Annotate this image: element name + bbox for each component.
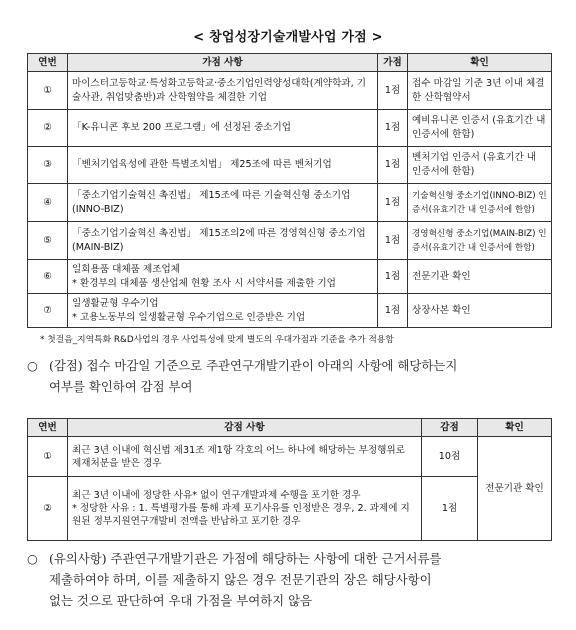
row-item: 「K-유니콘 후보 200 프로그램」에 선정된 중소기업: [68, 110, 378, 147]
row-score: 1점: [378, 184, 408, 222]
header-no: 연번: [28, 54, 68, 72]
row-item: 최근 3년 이내에 혁신법 제31조 제1항 각호의 어느 하나에 해당하는 부정행위로 제재처분을 받은 경우: [68, 437, 422, 477]
row-item: 「벤처기업육성에 관한 특별조치법」 제25조에 따른 벤처기업: [68, 147, 378, 184]
table-row: [28, 110, 552, 147]
notice-line-2: 제출하여야 하며, 이를 제출하지 않은 경우 전문기관의 장은 해당사항이: [49, 572, 432, 587]
row-no: ①: [28, 72, 68, 110]
table-row: [28, 147, 552, 184]
row-no: ⑦: [28, 294, 68, 328]
table-row: [28, 72, 552, 110]
row-no: ⑥: [28, 260, 68, 294]
row-no: ④: [28, 184, 68, 222]
deduction-table: [27, 418, 552, 541]
row-check: 접수 마감일 기준 3년 이내 체결한 산학협약서: [408, 72, 552, 110]
header-item: 가점 사항: [68, 54, 378, 72]
bullet-circle: ○: [27, 551, 38, 566]
bonus-points-table: [27, 53, 552, 328]
row-item: 「중소기업기술혁신 촉진법」 제15조에 따른 기술혁신형 중소기업(INNO-BIZ): [68, 184, 378, 222]
row-no: ⑤: [28, 222, 68, 260]
row-no: ①: [28, 437, 68, 477]
row-item: 일생활균형 우수기업 * 고용노동부의 일생활균형 우수기업으로 인증받은 기업: [68, 294, 378, 328]
header-check: 확인: [478, 419, 552, 437]
row-check: 상장사본 확인: [408, 294, 552, 328]
row-score: 1점: [378, 110, 408, 147]
row-score: 1점: [378, 260, 408, 294]
deduction-line-1: (감점) 접수 마감일 기준으로 주관연구개발기관이 아래의 사항에 해당하는지: [49, 358, 458, 373]
table-row: [28, 184, 552, 222]
row-item: 마이스터고등학교·특성화고등학교·중소기업인력양성대학(계약학과, 기술사관, 취업맞춤반)과 산학협약을 체결한 기업: [68, 72, 378, 110]
row-score: 1점: [422, 477, 478, 541]
row-score: 1점: [378, 147, 408, 184]
row-score: 1점: [378, 294, 408, 328]
row-check: 전문기관 확인: [478, 437, 552, 541]
row-item: 최근 3년 이내에 정당한 사유* 없이 연구개발과제 수행을 포기한 경우 * 정당한 사유 : 1. 특별평가를 통해 과제 포기사유를 인정받은 경우, 2. 과제에 지원된 정부지원연구개발비 전액을 반납하고 포기한 경우: [68, 477, 422, 541]
row-check: 벤처기업 인증서 (유효기간 내 인증서에 한함): [408, 147, 552, 184]
page-title: < 창업성장기술개발사업 가점 >: [193, 30, 383, 45]
table-row: [28, 294, 552, 328]
header-score: 감점: [422, 419, 478, 437]
deduction-paragraph: [27, 355, 567, 397]
row-check: 경영혁신형 중소기업(MAIN-BIZ) 인증서(유효기간 내 인증서에 한함): [408, 222, 552, 260]
notice-line-1: (유의사항) 주관연구개발기관은 가점에 해당하는 사항에 대한 근거서류를: [49, 551, 442, 566]
row-check: 전문기관 확인: [408, 260, 552, 294]
header-score: 가점: [378, 54, 408, 72]
row-no: ②: [28, 110, 68, 147]
row-score: 1점: [378, 222, 408, 260]
row-score: 1점: [378, 72, 408, 110]
table-row: [28, 477, 552, 541]
bullet-circle: ○: [27, 358, 38, 373]
table-row: [28, 260, 552, 294]
footnote: * 첫걸음_지역특화 R&D사업의 경우 사업특성에 맞게 별도의 우대가점과 기준을 추가 적용함: [40, 335, 394, 345]
header-item: 감점 사항: [68, 419, 422, 437]
notice-line-3: 없는 것으로 판단하여 우대 가점을 부여하지 않음: [49, 593, 313, 608]
row-item: 일회용품 대체품 제조업체 * 환경부의 대체품 생산업체 현황 조사 시 서약서를 제출한 기업: [68, 260, 378, 294]
header-no: 연번: [28, 419, 68, 437]
row-check: 예비유니콘 인증서 (유효기간 내 인증서에 한함): [408, 110, 552, 147]
deduction-line-2: 여부를 확인하여 감점 부여: [49, 379, 193, 394]
row-no: ②: [28, 477, 68, 541]
table-row: [28, 437, 552, 477]
row-item: 「중소기업기술혁신 촉진법」 제15조의2에 따른 경영혁신형 중소기업(MAIN-BIZ): [68, 222, 378, 260]
table-row: [28, 222, 552, 260]
notice-paragraph: [27, 548, 567, 611]
row-score: 10점: [422, 437, 478, 477]
row-check: 기술혁신형 중소기업(INNO-BIZ) 인증서(유효기간 내 인증서에 한함): [408, 184, 552, 222]
row-no: ③: [28, 147, 68, 184]
header-check: 확인: [408, 54, 552, 72]
